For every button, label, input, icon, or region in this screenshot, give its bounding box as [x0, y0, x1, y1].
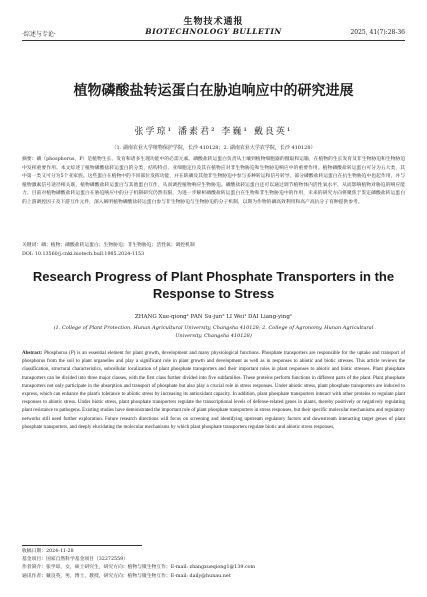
authors-en: ZHANG Xue-qiong¹ PAN Su-jun² LI Wei¹ DAI Liang-ying¹	[134, 314, 293, 320]
header-rule	[22, 40, 405, 41]
abstract-en	[22, 350, 405, 432]
affiliation-cn: （1. 湖南农业大学植物保护学院，长沙 410128；2. 湖南农业大学农学院，长沙 410128）	[111, 145, 316, 151]
journal-title-en: BIOTECHNOLOGY BULLETIN	[145, 27, 282, 36]
issue-info: 2025, 41(7):28-36	[350, 29, 405, 36]
affiliation-en: (1. College of Plant Protection, Hunan Agricultural University, Changsha 410128; 2. College of Agronomy, Hunan Agricultural University, Changsha 410128)	[53, 325, 374, 339]
doi: DOI: 10.13560/j.cnki.biotech.bull.1985.2024-1153	[22, 252, 145, 257]
footnote-rule	[22, 545, 142, 546]
footnotes	[22, 548, 405, 581]
keywords-cn: 关键词：磷；植物；磷酸盐转运蛋白；生物胁迫；非生物胁迫；活性氧；调控机制	[22, 243, 195, 248]
running-header	[22, 27, 405, 39]
authors-cn: 张学琼¹ 潘素君² 李巍¹ 戴良英¹	[134, 127, 293, 137]
section-label: ·综述与专论·	[22, 31, 56, 38]
abstract-en-text: Phosphorus (P) is an essential element for plant growth, development and many physiological functions. Phosphate transporters are responsible for the uptake and transport of phosphorus from the soil to plant organelles and play a significant role in plant growth and development as well as in responses to abiotic and biotic stresses. This article reviews the classification, structural characteristics, subcellular localization of plant phosphate transporters and their important roles in plant responses to abiotic and biotic stresses. Plant phosphate transporters can be divided into three major classes, with the first class further divided into five subfamilies. These proteins perform functions in different parts of the plant. Plant phosphate transporters not only participate in the absorption and transport of phosphate but also play a crucial role in stress responses. Under abiotic stress, plant phosphate transporters are induced to express, which can enhance the plant's tolerance to abiotic stress by increasing its antioxidant capacity. In addition, plant phosphate transporters interact with other proteins to regulate plant responses to abiotic stress. Under biotic stress, plant phosphate transporters regulate the transcriptional levels of defense-related genes in plants, thereby positively or negatively regulating plant resistance to pathogens. Existing studies have demonstrated the important role of plant phosphate transporters in stress responses, but their specific molecular mechanisms and regulatory networks still need further exploration. Future research directions will focus on screening and identifying upstream regulatory factors and downstream interacting target genes of plant phosphate transporters, and deeply elucidating the molecular mechanisms by which plant phosphate transporters regulate biotic and abiotic stress responses,	[22, 351, 406, 430]
article-title-cn: 植物磷酸盐转运蛋白在胁迫响应中的研究进展	[73, 83, 354, 99]
article-title-en: Research Progress of Plant Phosphate Transporters in the Response to Stress	[32, 269, 395, 301]
footnote-corresponding: 通讯作者：戴良英，男，博士，教授，研究方向：植物与微生物互作；E-mail: daily@hunau.net	[22, 573, 231, 579]
journal-title-cn: 生物技术通报	[183, 17, 244, 27]
footnote-author: 作者简介：张学琼，女，硕士研究生，研究方向：植物与微生物互作；E-mail: zhangxueqiong1@139.com	[22, 565, 256, 571]
abstract-en-label: Abstract:	[22, 351, 43, 356]
abstract-cn: 摘要：磷（phosphorus，P）是植物生长、发育和诸多生理功能中的必需元素。磷酸盐转运蛋白负责从土壤到植物细胞器的摄取和运输，在植物的生长发育及非生物胁迫和生物胁迫中发挥重要作用。本文综述了植物磷酸盐转运蛋白的分类、结构特点、亚细胞定位及其在植物应对非生物胁迫和生物胁迫响应中的重要作用。植物磷酸盐转运蛋白可分为五大类，其中第一类又可分为5个亚家族。这些蛋白在植物中的不同部位发挥功能，并在缺磷及其他非生物胁迫中参与多种转运和信号转导。部分磷酸盐转运蛋白在抗生物胁迫中也起作用，并与植物激素信号途径相关联，植物磷酸盐转运蛋白与其他蛋白互作，从而调控植物响应生物胁迫。磷酸盐转运蛋白还可以通过调节植物体内活性氧水平，从而影响植物对胁迫的响应能力。目前对植物磷酸盐转运蛋白在胁迫响应中的分子机制研究仍然有限，为进一步解析磷酸盐转运蛋白在生物和非生物胁迫中的作用，未来的研究方向将聚焦于鉴定磷酸盐转运蛋白的上游调控因子及下游互作元件，深入阐明植物磷酸盐转运蛋白参与非生物胁迫与生物胁迫的分子机制，以期为作物的磷高效利用和高产高抗分子育种提供参考。	[22, 157, 405, 205]
footnote-received: 收稿日期：2024-11-28	[22, 549, 74, 554]
footnote-funding: 基金项目：国家自然科学基金项目（32272559）	[22, 557, 128, 563]
